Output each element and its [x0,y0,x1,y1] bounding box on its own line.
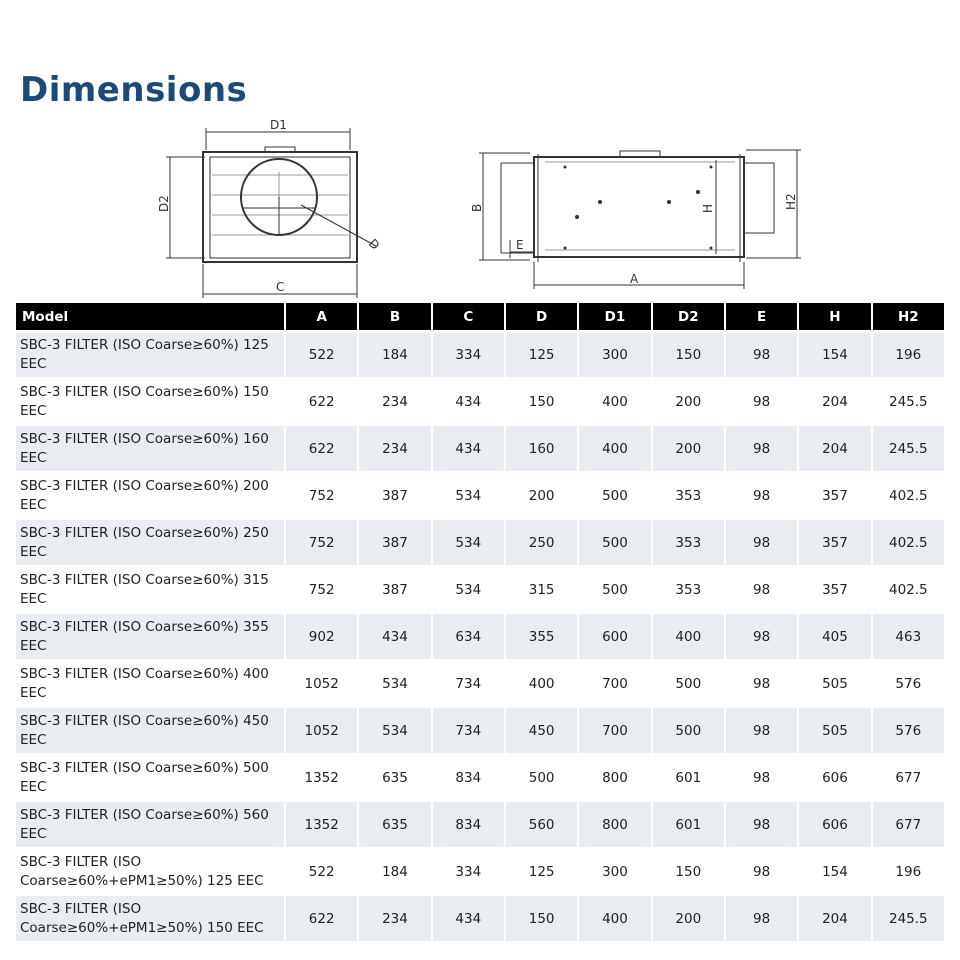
cell-d1: 300 [579,849,650,894]
cell-b: 534 [359,661,430,706]
cell-h: 154 [799,849,870,894]
cell-d: 315 [506,567,577,612]
cell-a: 622 [286,426,357,471]
cell-b: 635 [359,755,430,800]
cell-model: SBC-3 FILTER (ISO Coarse≥60%) 250 EEC [16,520,284,565]
cell-c: 634 [433,614,504,659]
cell-e: 98 [726,614,797,659]
cell-d: 450 [506,708,577,753]
cell-a: 752 [286,567,357,612]
cell-b: 387 [359,567,430,612]
cell-model: SBC-3 FILTER (ISO Coarse≥60%) 400 EEC [16,661,284,706]
cell-b: 184 [359,332,430,377]
cell-a: 752 [286,473,357,518]
cell-d2: 400 [653,614,724,659]
cell-d: 200 [506,473,577,518]
cell-b: 234 [359,379,430,424]
table-row [16,332,944,377]
cell-b: 387 [359,473,430,518]
front-view [166,128,376,298]
d1-label: D1 [270,118,287,132]
cell-d2: 353 [653,520,724,565]
cell-c: 434 [433,896,504,941]
cell-d: 355 [506,614,577,659]
cell-d2: 500 [653,708,724,753]
cell-e: 98 [726,661,797,706]
cell-b: 184 [359,849,430,894]
cell-h2: 196 [873,332,944,377]
cell-b: 234 [359,896,430,941]
cell-e: 98 [726,896,797,941]
side-view [479,150,801,289]
cell-a: 752 [286,520,357,565]
cell-b: 234 [359,426,430,471]
cell-e: 98 [726,849,797,894]
table-row [16,661,944,706]
cell-c: 534 [433,473,504,518]
cell-d1: 500 [579,520,650,565]
cell-d1: 500 [579,473,650,518]
a-label: A [630,272,639,286]
cell-h2: 245.5 [873,379,944,424]
cell-model: SBC-3 FILTER (ISO Coarse≥60%) 355 EEC [16,614,284,659]
cell-e: 98 [726,567,797,612]
cell-c: 734 [433,661,504,706]
cell-a: 622 [286,379,357,424]
cell-c: 534 [433,520,504,565]
cell-a: 522 [286,332,357,377]
table-row [16,473,944,518]
table-header-row [16,303,944,330]
cell-b: 434 [359,614,430,659]
diameter-leader [301,205,376,246]
table-row [16,849,944,894]
cell-b: 534 [359,708,430,753]
cell-d2: 200 [653,379,724,424]
cell-h: 606 [799,802,870,847]
cell-model: SBC-3 FILTER (ISO Coarse≥60%) 560 EEC [16,802,284,847]
cell-b: 635 [359,802,430,847]
cell-h: 204 [799,426,870,471]
cell-d2: 601 [653,802,724,847]
side-fixing-points [564,166,713,250]
header-model: Model [16,303,284,330]
table-row [16,426,944,471]
cell-h2: 677 [873,755,944,800]
front-outer-frame [203,152,357,262]
cell-a: 1352 [286,755,357,800]
cell-d1: 400 [579,379,650,424]
cell-e: 98 [726,755,797,800]
cell-d2: 200 [653,426,724,471]
table-row [16,567,944,612]
page-title: Dimensions [20,70,248,110]
cell-d2: 601 [653,755,724,800]
cell-d1: 300 [579,332,650,377]
cell-c: 834 [433,802,504,847]
cell-d1: 500 [579,567,650,612]
cell-e: 98 [726,708,797,753]
cell-d: 125 [506,332,577,377]
cell-h: 505 [799,708,870,753]
cell-model: SBC-3 FILTER (ISO Coarse≥60%) 150 EEC [16,379,284,424]
cell-model: SBC-3 FILTER (ISO Coarse≥60%) 200 EEC [16,473,284,518]
header-h: H [799,303,870,330]
cell-d2: 150 [653,332,724,377]
cell-d2: 500 [653,661,724,706]
header-h2: H2 [873,303,944,330]
cell-h: 357 [799,520,870,565]
cell-e: 98 [726,520,797,565]
cell-h: 505 [799,661,870,706]
cell-a: 1352 [286,802,357,847]
cell-h: 357 [799,567,870,612]
cell-c: 834 [433,755,504,800]
cell-model: SBC-3 FILTER (ISO Coarse≥60%) 125 EEC [16,332,284,377]
cell-c: 334 [433,849,504,894]
cell-h2: 576 [873,708,944,753]
header-d: D [506,303,577,330]
cell-b: 387 [359,520,430,565]
cell-h: 405 [799,614,870,659]
cell-h: 204 [799,379,870,424]
cell-h: 154 [799,332,870,377]
cell-h2: 576 [873,661,944,706]
cell-h2: 402.5 [873,567,944,612]
header-c: C [433,303,504,330]
table-row [16,708,944,753]
header-a: A [286,303,357,330]
h2-label: H2 [784,193,798,210]
cell-c: 434 [433,426,504,471]
cell-d1: 400 [579,896,650,941]
table-row [16,755,944,800]
cell-model: SBC-3 FILTER (ISO Coarse≥60%) 450 EEC [16,708,284,753]
cell-model: SBC-3 FILTER (ISO Coarse≥60%+ePM1≥50%) 150 EEC [16,896,284,941]
header-d2: D2 [653,303,724,330]
table-row [16,520,944,565]
c-label: C [276,280,285,294]
cell-h2: 196 [873,849,944,894]
header-d1: D1 [579,303,650,330]
cell-c: 334 [433,332,504,377]
table-row [16,802,944,847]
cell-model: SBC-3 FILTER (ISO Coarse≥60%) 160 EEC [16,426,284,471]
cell-d: 125 [506,849,577,894]
cell-d2: 150 [653,849,724,894]
cell-d: 150 [506,896,577,941]
e-label: E [516,238,524,252]
cell-d2: 353 [653,473,724,518]
cell-h: 204 [799,896,870,941]
cell-model: SBC-3 FILTER (ISO Coarse≥60%) 315 EEC [16,567,284,612]
table-row [16,614,944,659]
cell-h2: 677 [873,802,944,847]
cell-d2: 353 [653,567,724,612]
cell-d1: 800 [579,802,650,847]
cell-h2: 402.5 [873,520,944,565]
cell-d: 150 [506,379,577,424]
cell-c: 434 [433,379,504,424]
cell-model: SBC-3 FILTER (ISO Coarse≥60%+ePM1≥50%) 125 EEC [16,849,284,894]
cell-a: 1052 [286,661,357,706]
cell-e: 98 [726,473,797,518]
cell-c: 734 [433,708,504,753]
cell-d1: 700 [579,661,650,706]
cell-h2: 463 [873,614,944,659]
cell-d1: 400 [579,426,650,471]
d-label: D [365,236,383,253]
dimensions-table [14,301,946,943]
cell-e: 98 [726,379,797,424]
cell-h2: 402.5 [873,473,944,518]
table-row [16,896,944,941]
cell-h: 357 [799,473,870,518]
cell-d: 400 [506,661,577,706]
cell-d1: 800 [579,755,650,800]
cell-h: 606 [799,755,870,800]
cell-e: 98 [726,332,797,377]
cell-e: 98 [726,802,797,847]
cell-a: 522 [286,849,357,894]
cell-d1: 600 [579,614,650,659]
cell-model: SBC-3 FILTER (ISO Coarse≥60%) 500 EEC [16,755,284,800]
header-e: E [726,303,797,330]
cell-h2: 245.5 [873,426,944,471]
side-outlet-spigot [744,163,774,233]
cell-d: 250 [506,520,577,565]
cell-a: 622 [286,896,357,941]
b-label: B [470,203,484,212]
cell-a: 1052 [286,708,357,753]
cell-d: 560 [506,802,577,847]
header-b: B [359,303,430,330]
cell-c: 534 [433,567,504,612]
cell-d2: 200 [653,896,724,941]
d2-label: D2 [157,195,171,212]
table-row [16,379,944,424]
cell-h2: 245.5 [873,896,944,941]
cell-d: 500 [506,755,577,800]
cell-d: 160 [506,426,577,471]
dimension-drawing [0,112,960,302]
cell-e: 98 [726,426,797,471]
cell-d1: 700 [579,708,650,753]
cell-a: 902 [286,614,357,659]
h-label: H [701,203,715,213]
